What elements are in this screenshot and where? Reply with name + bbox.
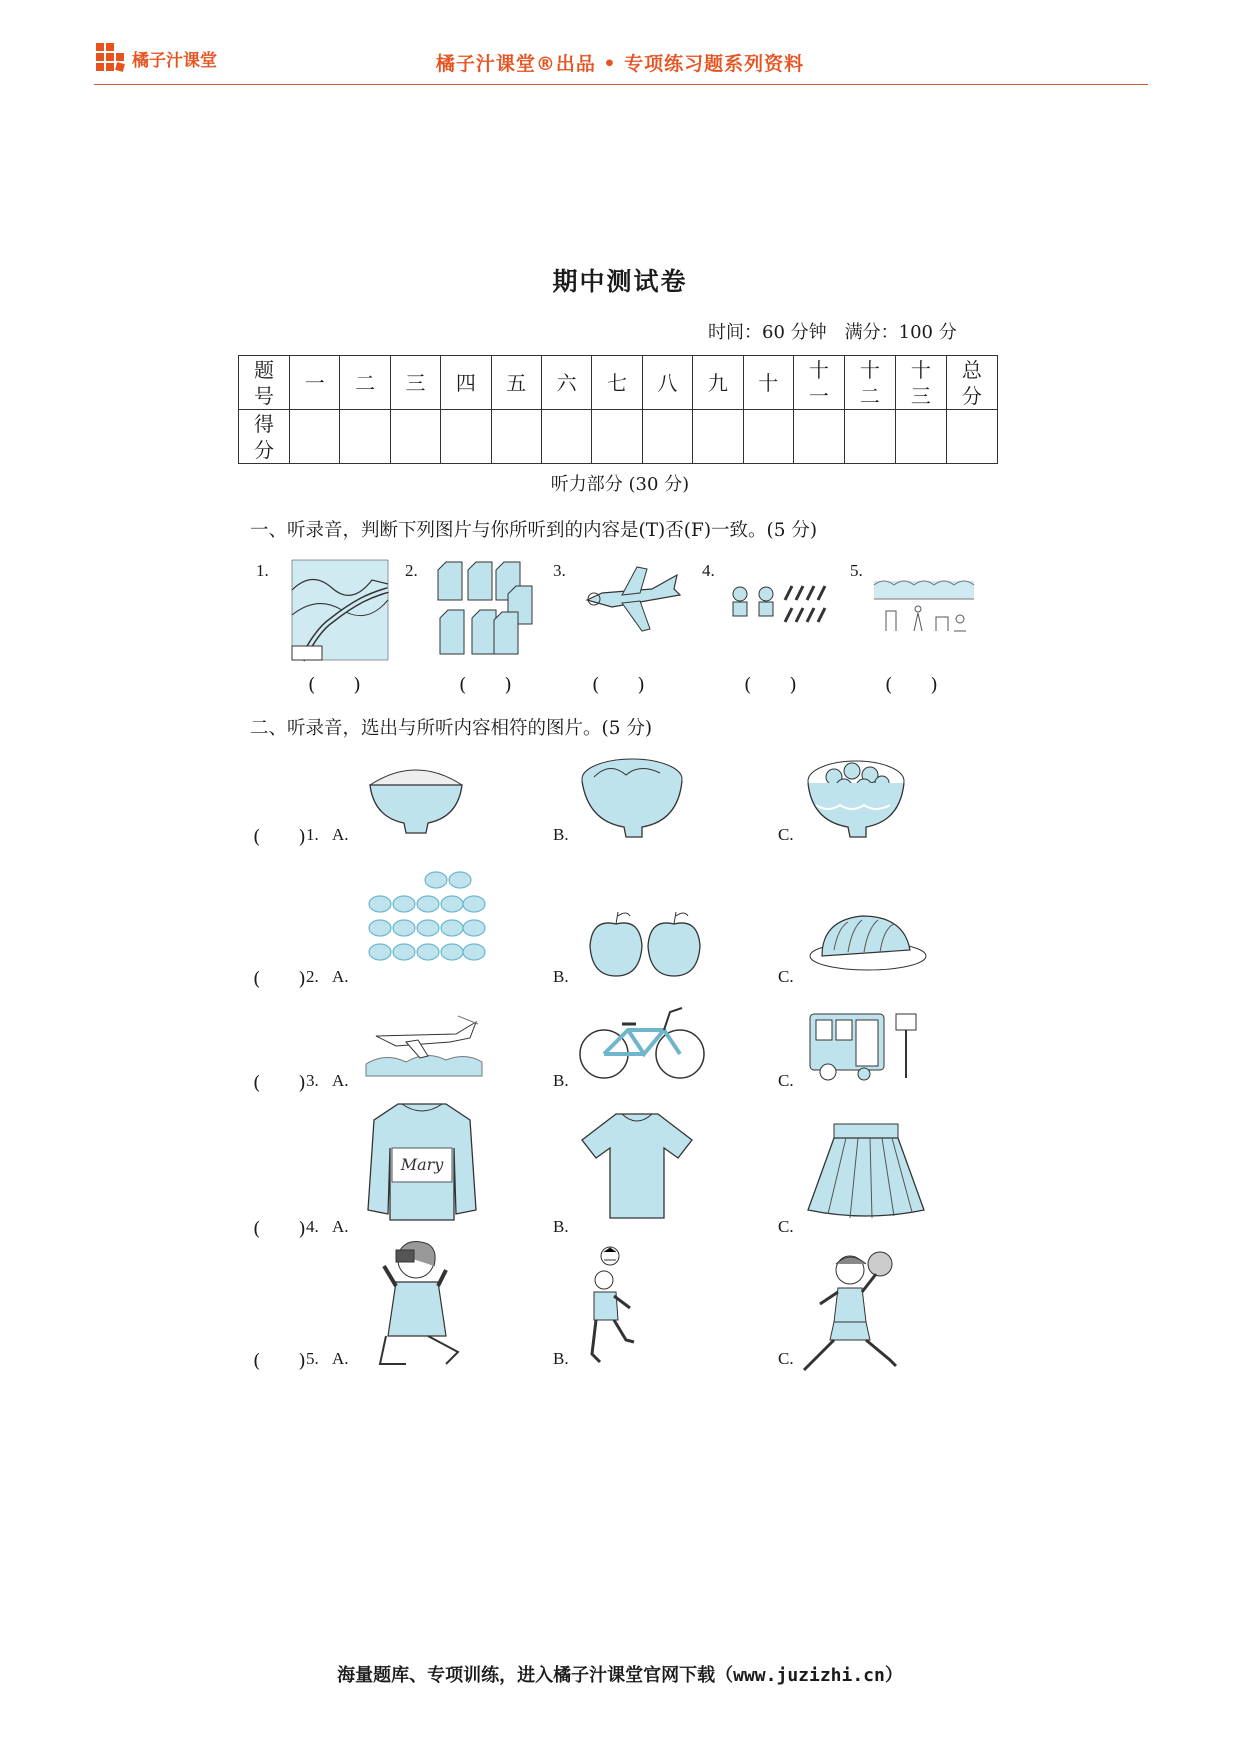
answer-blank[interactable]: ( ) — [459, 674, 512, 696]
girl-playing-basketball-icon — [800, 1248, 904, 1376]
score-input-cell[interactable] — [946, 410, 997, 464]
answer-blank[interactable]: ( ) — [253, 968, 306, 990]
footer-text: 海量题库、专项训练，进入橘子汁课堂官网下载（www.juzizhi.cn） — [337, 1665, 903, 1686]
sweater-name-text: Mary — [400, 1155, 444, 1174]
park-scene-icon — [874, 575, 974, 639]
page-title: 期中测试卷 — [552, 267, 688, 296]
sweets-icon — [366, 870, 486, 978]
table-cell: 十一 — [793, 356, 844, 410]
noodle-bowl-icon — [580, 755, 684, 843]
table-cell: 九 — [693, 356, 743, 410]
bus-icon — [808, 1008, 928, 1088]
header-divider — [94, 84, 1148, 85]
girl-taking-photo-icon — [366, 1236, 466, 1372]
score-input-cell[interactable] — [793, 410, 844, 464]
exam-meta: 时间：60 分钟 满分：100 分 — [708, 322, 957, 343]
score-input-cell[interactable] — [340, 410, 390, 464]
part1-item-number: 3. — [553, 561, 566, 580]
table-row-label: 得分 — [239, 410, 290, 464]
score-table-score-row — [239, 410, 998, 464]
table-cell: 十 — [743, 356, 793, 410]
score-input-cell[interactable] — [541, 410, 591, 464]
option-label: B. — [553, 825, 569, 844]
plane-icon — [366, 1012, 482, 1080]
table-cell: 十二 — [844, 356, 895, 410]
table-cell: 二 — [340, 356, 390, 410]
option-label: A. — [332, 1217, 349, 1236]
option-label: C. — [778, 1349, 794, 1368]
question-number: 1. — [306, 825, 319, 844]
header-title: 橘子汁课堂®出品 • 专项练习题系列资料 — [435, 53, 805, 75]
score-input-cell[interactable] — [642, 410, 692, 464]
part1-item-number: 2. — [405, 561, 418, 580]
score-input-cell[interactable] — [592, 410, 642, 464]
option-label: B. — [553, 1071, 569, 1090]
question-number: 4. — [306, 1217, 319, 1236]
table-cell: 十三 — [895, 356, 946, 410]
table-row-label: 题号 — [239, 356, 290, 410]
option-label: B. — [553, 1217, 569, 1236]
children-and-pencils-icon — [730, 580, 826, 634]
answer-blank[interactable]: ( ) — [885, 674, 938, 696]
airplane-icon — [582, 565, 682, 639]
question-number: 2. — [306, 967, 319, 986]
t-shirt-icon — [580, 1112, 694, 1224]
boy-playing-football-icon — [590, 1246, 646, 1370]
answer-blank[interactable]: ( ) — [253, 1350, 306, 1372]
answer-blank[interactable]: ( ) — [744, 674, 797, 696]
option-label: B. — [553, 1349, 569, 1368]
brand-name: 橘子汁课堂 — [132, 51, 217, 71]
milk-cartons-icon — [432, 560, 536, 664]
answer-blank[interactable]: ( ) — [253, 826, 306, 848]
cake-icon — [808, 910, 928, 978]
option-label: A. — [332, 967, 349, 986]
score-input-cell[interactable] — [743, 410, 793, 464]
table-cell: 五 — [491, 356, 541, 410]
part1-item-number: 5. — [850, 561, 863, 580]
table-cell: 一 — [290, 356, 340, 410]
question-number: 5. — [306, 1349, 319, 1368]
answer-blank[interactable]: ( ) — [308, 674, 361, 696]
option-label: B. — [553, 967, 569, 986]
score-input-cell[interactable] — [895, 410, 946, 464]
option-label: C. — [778, 1071, 794, 1090]
table-cell: 七 — [592, 356, 642, 410]
score-input-cell[interactable] — [390, 410, 440, 464]
answer-blank[interactable]: ( ) — [592, 674, 645, 696]
score-input-cell[interactable] — [290, 410, 340, 464]
answer-blank[interactable]: ( ) — [253, 1072, 306, 1094]
option-label: C. — [778, 1217, 794, 1236]
part2-heading: 二、听录音，选出与所听内容相符的图片。(5 分) — [250, 718, 653, 739]
part1-item-number: 1. — [256, 561, 269, 580]
score-table — [238, 355, 998, 464]
part1-heading: 一、听录音，判断下列图片与你所听到的内容是(T)否(F)一致。(5 分) — [250, 520, 818, 541]
score-input-cell[interactable] — [441, 410, 491, 464]
listening-section-title: 听力部分 (30 分) — [550, 474, 690, 495]
table-cell: 六 — [541, 356, 591, 410]
score-input-cell[interactable] — [693, 410, 743, 464]
option-label: A. — [332, 1349, 349, 1368]
table-cell: 八 — [642, 356, 692, 410]
dumpling-bowl-icon — [804, 755, 908, 843]
apples-icon — [586, 910, 706, 984]
great-wall-icon — [292, 560, 388, 664]
option-label: A. — [332, 1071, 349, 1090]
sweater-icon — [366, 1100, 478, 1228]
score-input-cell[interactable] — [844, 410, 895, 464]
table-cell: 总分 — [946, 356, 997, 410]
option-label: C. — [778, 825, 794, 844]
option-label: A. — [332, 825, 349, 844]
option-label: C. — [778, 967, 794, 986]
answer-blank[interactable]: ( ) — [253, 1218, 306, 1240]
skirt-icon — [806, 1122, 926, 1226]
table-cell: 四 — [441, 356, 491, 410]
rice-bowl-icon — [366, 755, 466, 839]
score-input-cell[interactable] — [491, 410, 541, 464]
table-cell: 三 — [390, 356, 440, 410]
part1-item-number: 4. — [702, 561, 715, 580]
question-number: 3. — [306, 1071, 319, 1090]
bike-icon — [578, 1002, 708, 1086]
score-table-header-row — [239, 356, 998, 410]
